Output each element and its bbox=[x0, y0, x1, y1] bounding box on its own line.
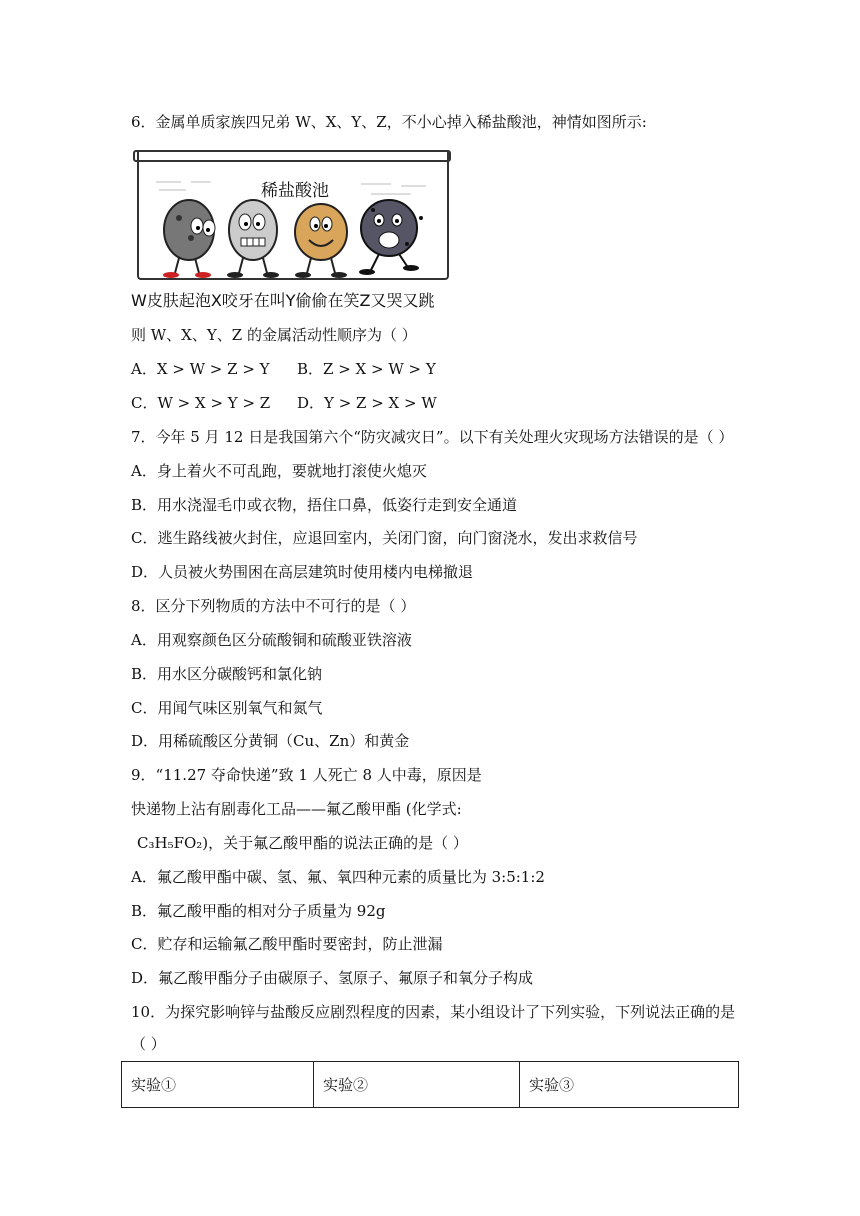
q6-option-d: D．Y > Z > X > W bbox=[297, 394, 437, 412]
table-header-cell: 实验② bbox=[314, 1062, 520, 1108]
q7-option-b: B．用水浇湿毛巾或衣物，捂住口鼻，低姿行走到安全通道 bbox=[131, 496, 518, 514]
q9-option-a: A．氟乙酸甲酯中碳、氢、氟、氧四种元素的质量比为 3:5:1:2 bbox=[131, 868, 545, 886]
q7-stem: 7．今年 5 月 12 日是我国第六个“防灾减灾日”。以下有关处理火灾现场方法错误的是（ ） bbox=[131, 428, 734, 446]
q7-option-a: A．身上着火不可乱跑，要就地打滚使火熄灭 bbox=[131, 462, 427, 480]
q8-option-a: A．用观察颜色区分硫酸铜和硫酸亚铁溶液 bbox=[131, 631, 412, 649]
q9-option-c: C．贮存和运输氟乙酸甲酯时要密封，防止泄漏 bbox=[131, 935, 443, 953]
q7-option-d: D．人员被火势围困在高层建筑时使用楼内电梯撤退 bbox=[131, 563, 474, 581]
q6-option-a: A．X > W > Z > Y bbox=[131, 360, 270, 378]
q6-illustration bbox=[131, 148, 449, 308]
pool-label: 稀盐酸池 bbox=[261, 181, 329, 201]
metal-w-figure bbox=[163, 200, 215, 278]
q8-stem: 8．区分下列物质的方法中不可行的是（ ） bbox=[131, 597, 416, 615]
q6-option-b: B．Z > X > W > Y bbox=[297, 360, 436, 378]
q9-stem-line1: 9．“11.27 夺命快递”致 1 人死亡 8 人中毒，原因是 bbox=[131, 766, 482, 784]
table-header-cell: 实验③ bbox=[520, 1062, 739, 1108]
table-header-cell: 实验① bbox=[122, 1062, 314, 1108]
figure-caption: W皮肤起泡X咬牙在叫Y偷偷在笑Z又哭又跳 bbox=[131, 291, 435, 310]
q7-option-c: C．逃生路线被火封住，应退回室内，关闭门窗，向门窗浇水，发出求救信号 bbox=[131, 529, 638, 547]
q6-option-c: C．W > X > Y > Z bbox=[131, 394, 271, 412]
metal-characters-graphic bbox=[131, 148, 449, 288]
q6-question: 则 W、X、Y、Z 的金属活动性顺序为（ ） bbox=[131, 326, 417, 344]
q10-stem-line1: 10．为探究影响锌与盐酸反应剧烈程度的因素，某小组设计了下列实验，下列说法正确的是 bbox=[131, 1003, 736, 1021]
metal-y-figure bbox=[295, 204, 347, 278]
q9-stem-line3: C₃H₅FO₂)，关于氟乙酸甲酯的说法正确的是（ ） bbox=[137, 834, 468, 852]
q10-stem-line2: （ ） bbox=[131, 1035, 166, 1053]
q9-stem-line2: 快递物上沾有剧毒化工品——氟乙酸甲酯 (化学式: bbox=[131, 800, 462, 818]
q9-option-b: B．氟乙酸甲酯的相对分子质量为 92g bbox=[131, 902, 386, 920]
experiment-table bbox=[121, 1061, 739, 1108]
table-row bbox=[122, 1062, 739, 1108]
q6-stem: 6．金属单质家族四兄弟 W、X、Y、Z，不小心掉入稀盐酸池，神情如图所示: bbox=[131, 113, 647, 131]
q9-option-d: D．氟乙酸甲酯分子由碳原子、氢原子、氟原子和氧分子构成 bbox=[131, 969, 534, 987]
metal-z-figure bbox=[359, 200, 423, 275]
q8-option-c: C．用闻气味区别氧气和氮气 bbox=[131, 699, 323, 717]
metal-x-figure bbox=[227, 200, 279, 278]
q8-option-d: D．用稀硫酸区分黄铜（Cu、Zn）和黄金 bbox=[131, 732, 410, 750]
q8-option-b: B．用水区分碳酸钙和氯化钠 bbox=[131, 665, 323, 683]
